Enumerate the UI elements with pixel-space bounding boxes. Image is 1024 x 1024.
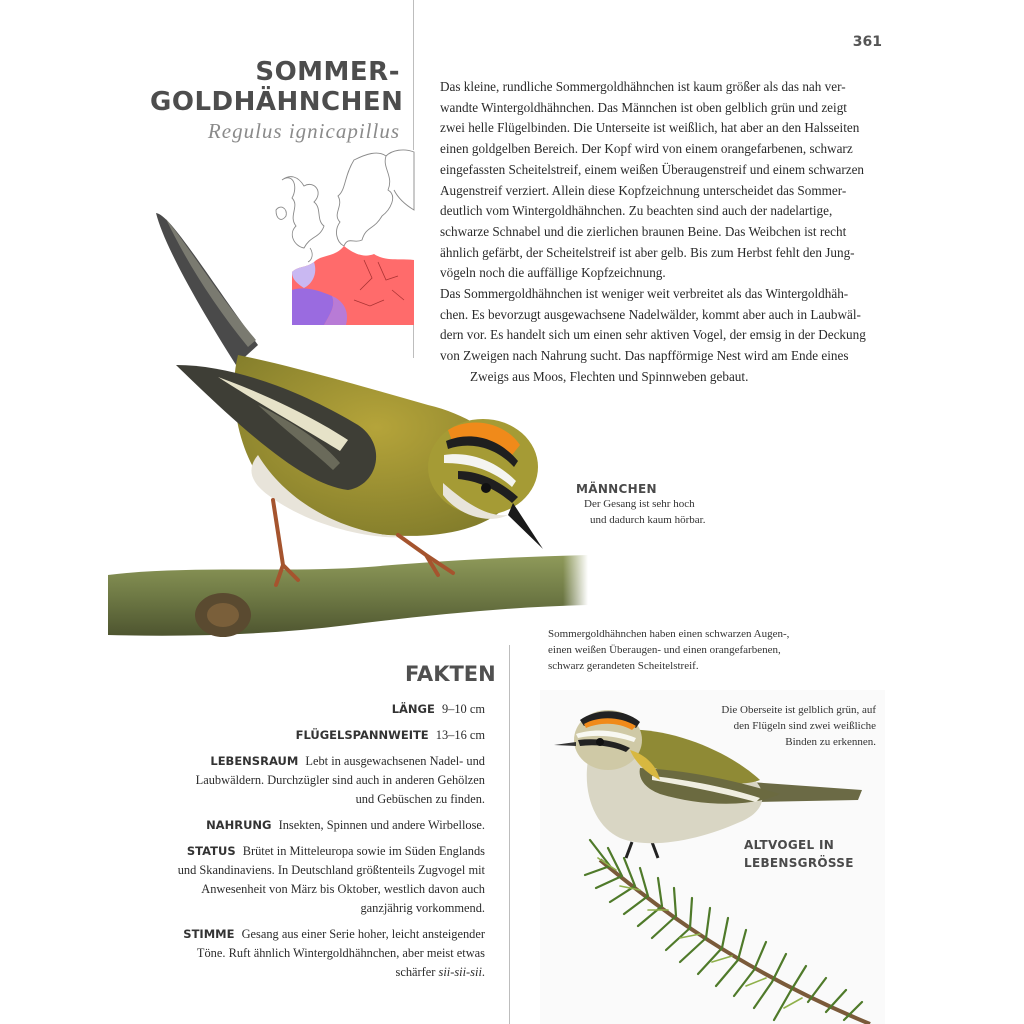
title-block xyxy=(150,57,404,144)
caption-line: Die Oberseite ist gelblich grün, auf xyxy=(721,704,876,716)
fact-wingspan xyxy=(175,726,485,745)
fact-label: FLÜGELSPANNWEITE xyxy=(295,728,429,742)
text-line: deutlich vom Wintergoldhähnchen. Zu beachten sind auch der nadelartige, xyxy=(440,203,833,219)
text-line: einen goldgelben Bereich. Der Kopf wird von einem orangefarbenen, schwarz xyxy=(440,141,853,157)
text-line: Das kleine, rundliche Sommergoldhähnchen ist kaum größer als das nah ver- xyxy=(440,79,846,94)
fact-text: 13–16 cm xyxy=(435,728,485,742)
facts-list xyxy=(175,700,485,989)
fact-status xyxy=(175,842,485,918)
caption-male-heading: MÄNNCHEN xyxy=(576,482,657,496)
caption-line: LEBENSGRÖSSE xyxy=(744,856,854,870)
text-line: von Zweigen nach Nahrung sucht. Das napfförmige Nest wird am Ende eines xyxy=(440,348,849,364)
text-line: Das Sommergoldhähnchen ist weniger weit verbreitet als das Wintergoldhäh- xyxy=(440,286,849,302)
fact-voice xyxy=(175,925,485,982)
fact-call-phonetic: sii-sii-sii xyxy=(438,965,482,979)
fact-text: Lebt in ausgewachsenen Nadel- und Laubwäldern. Durchzügler sind auch in anderen Gehölzen und Gebüschen zu finden. xyxy=(195,754,485,806)
caption-line: und dadurch kaum hörbar. xyxy=(590,514,706,526)
caption-line: Sommergoldhähnchen haben einen schwarzen Augen-, xyxy=(548,628,790,640)
latin-name: Regulus ignicapillus xyxy=(207,119,400,143)
fact-label: STIMME xyxy=(183,927,235,941)
page-divider-bottom xyxy=(509,645,510,1024)
fact-text: 9–10 cm xyxy=(441,702,485,716)
text-line: wandte Wintergoldhähnchen. Das Männchen ist oben gelblich grün und zeigt xyxy=(440,99,847,115)
fact-label: LÄNGE xyxy=(391,702,435,716)
fact-text: Brütet in Mitteleuropa sowie im Süden Englands und Skandinaviens. In Deutschland größtenteils Zugvogel mit Anwesenheit von März bis Oktober, westlich davon auch ganzjährig vorkommend. xyxy=(177,844,485,915)
caption-line: Der Gesang ist sehr hoch xyxy=(584,498,695,510)
fact-text: Insekten, Spinnen und andere Wirbellose. xyxy=(278,818,485,832)
fact-habitat xyxy=(175,752,485,809)
fact-label: STATUS xyxy=(186,844,236,858)
caption-life-size xyxy=(744,836,874,872)
male-bird-illustration xyxy=(108,205,588,655)
caption-line: den Flügeln sind zwei weißliche xyxy=(733,720,876,732)
text-line: schwarze Schnabel und die zierlichen braunen Beine. Das Weibchen ist recht xyxy=(440,223,847,239)
caption-line: einen weißen Überaugen- und einen orangefarbenen, xyxy=(548,644,781,656)
page-number: 361 xyxy=(852,34,882,50)
fact-text-end: . xyxy=(481,965,485,979)
fact-length xyxy=(175,700,485,719)
fact-text: Gesang aus einer Serie hoher, leicht ansteigender Töne. Ruft ähnlich Wintergoldhähnchen, aber meist etwas schärfer xyxy=(196,927,485,979)
caption-line: schwarz gerandeten Scheitelstreif. xyxy=(548,660,699,672)
caption-line: ALTVOGEL IN xyxy=(744,838,835,852)
fact-food xyxy=(175,816,485,835)
caption-male xyxy=(576,482,776,528)
facts-title: FAKTEN xyxy=(405,662,496,686)
text-line: Zweigs aus Moos, Flechten und Spinnweben gebaut. xyxy=(470,368,749,384)
text-line: ähnlich gefärbt, der Scheitelstreif ist aber gelb. Bis zum Herbst fehlt den Jung- xyxy=(440,244,855,260)
caption-male-text xyxy=(576,496,776,528)
text-line: vögeln noch die auffällige Kopfzeichnung. xyxy=(440,265,666,281)
fact-label: NAHRUNG xyxy=(206,818,272,832)
text-line: zwei helle Flügelbinden. Die Unterseite ist weißlich, hat aber an den Halsseiten xyxy=(440,120,860,136)
caption-upperside xyxy=(690,702,876,750)
caption-line: Binden zu erkennen. xyxy=(785,736,876,748)
text-line: dern vor. Es handelt sich um einen sehr aktiven Vogel, der emsig in der Deckung xyxy=(440,327,866,343)
text-line: eingefassten Scheitelstreif, einem weißen Überaugenstreif und einem schwarzen xyxy=(440,161,865,177)
fact-label: LEBENSRAUM xyxy=(210,754,299,768)
text-line: Augenstreif verziert. Allein diese Kopfzeichnung unterscheidet das Sommer- xyxy=(440,182,847,198)
page-title-line2: GOLDHÄHNCHEN xyxy=(150,87,404,117)
text-line: chen. Es bevorzugt ausgewachsene Nadelwälder, kommt aber auch in Laubwäl- xyxy=(440,306,861,322)
page-title-line1: SOMMER- xyxy=(255,57,400,87)
caption-head-pattern xyxy=(548,626,818,674)
